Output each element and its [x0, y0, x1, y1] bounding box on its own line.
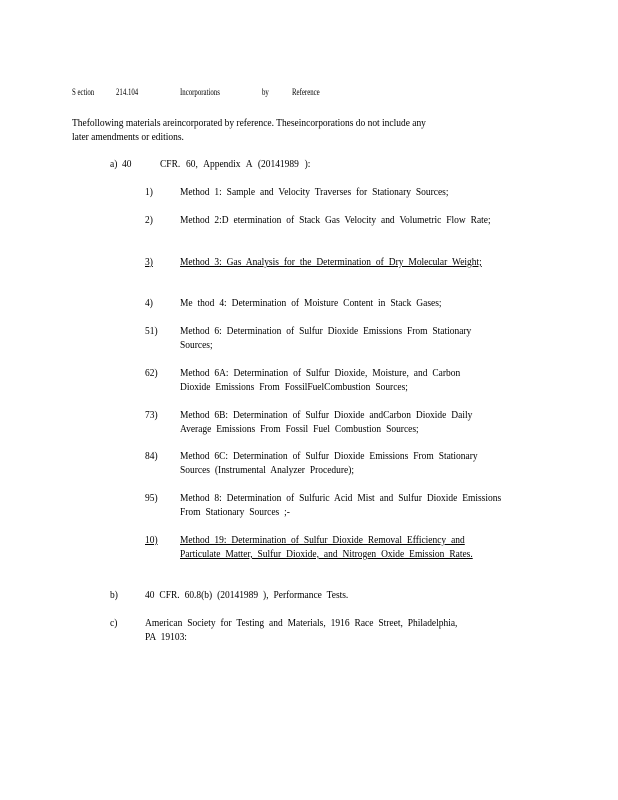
method-1-text: Method 1: Sample and Velocity Traverses for Stationary Sources; [180, 186, 449, 198]
method-1-label: 1) [145, 186, 153, 198]
method-10-text: Method 19: Determination of Sulfur Dioxide Removal Efficiency and Particulate Matter, Sulfur Dioxide, and Nitrogen Oxide Emission Rates. [180, 534, 473, 560]
item-b-text: 40 CFR. 60.8(b) (20141989 ), Performance Tests. [145, 589, 349, 601]
item-a-cite-number: 40 [122, 158, 132, 170]
section-title-by: by [262, 88, 269, 98]
item-a-cite-text: CFR. 60, Appendix A (20141989 ): [160, 158, 311, 170]
method-7-label: 73) [145, 409, 158, 421]
item-c-label: c) [110, 617, 118, 629]
method-3-label: 3) [145, 256, 153, 268]
section-number: 214.104 [116, 88, 139, 98]
method-9-text: Method 8: Determination of Sulfuric Acid Mist and Sulfur Dioxide Emissions From Stationary Sources ;- [180, 492, 502, 518]
method-8-text: Method 6C: Determination of Sulfur Dioxide Emissions From Stationary Sources (Instrumental Analyzer Procedure); [180, 450, 478, 476]
method-9-label: 95) [145, 492, 158, 504]
item-b-label: b) [110, 589, 118, 601]
section-title: Incorporations [180, 88, 220, 98]
method-5-text: Method 6: Determination of Sulfur Dioxide Emissions From Stationary Sources; [180, 325, 472, 351]
method-5-label: 51) [145, 325, 158, 337]
section-title-reference: Reference [292, 88, 320, 98]
item-a-label: a) [110, 158, 118, 170]
method-2-label: 2) [145, 214, 153, 226]
method-3-text: Method 3: Gas Analysis for the Determination of Dry Molecular Weight; [180, 256, 482, 268]
method-2-text: Method 2:D etermination of Stack Gas Velocity and Volumetric Flow Rate; [180, 214, 491, 226]
intro-paragraph: Thefollowing materials areincorporated by reference. Theseincorporations do not include any later amendments or editions. [72, 117, 426, 143]
item-c-text: American Society for Testing and Materials, 1916 Race Street, Philadelphia, PA 19103: [145, 617, 458, 643]
section-label: S ection [72, 88, 95, 98]
method-8-label: 84) [145, 450, 158, 462]
method-6-label: 62) [145, 367, 158, 379]
method-4-label: 4) [145, 297, 153, 309]
method-10-label: 10) [145, 534, 158, 546]
method-7-text: Method 6B: Determination of Sulfur Dioxide andCarbon Dioxide Daily Average Emissions From Fossil Fuel Combustion Sources; [180, 409, 473, 435]
method-6-text: Method 6A: Determination of Sulfur Dioxide, Moisture, and Carbon Dioxide Emissions From FossilFuelCombustion Sources; [180, 367, 461, 393]
method-4-text: Me thod 4: Determination of Moisture Content in Stack Gases; [180, 297, 442, 309]
